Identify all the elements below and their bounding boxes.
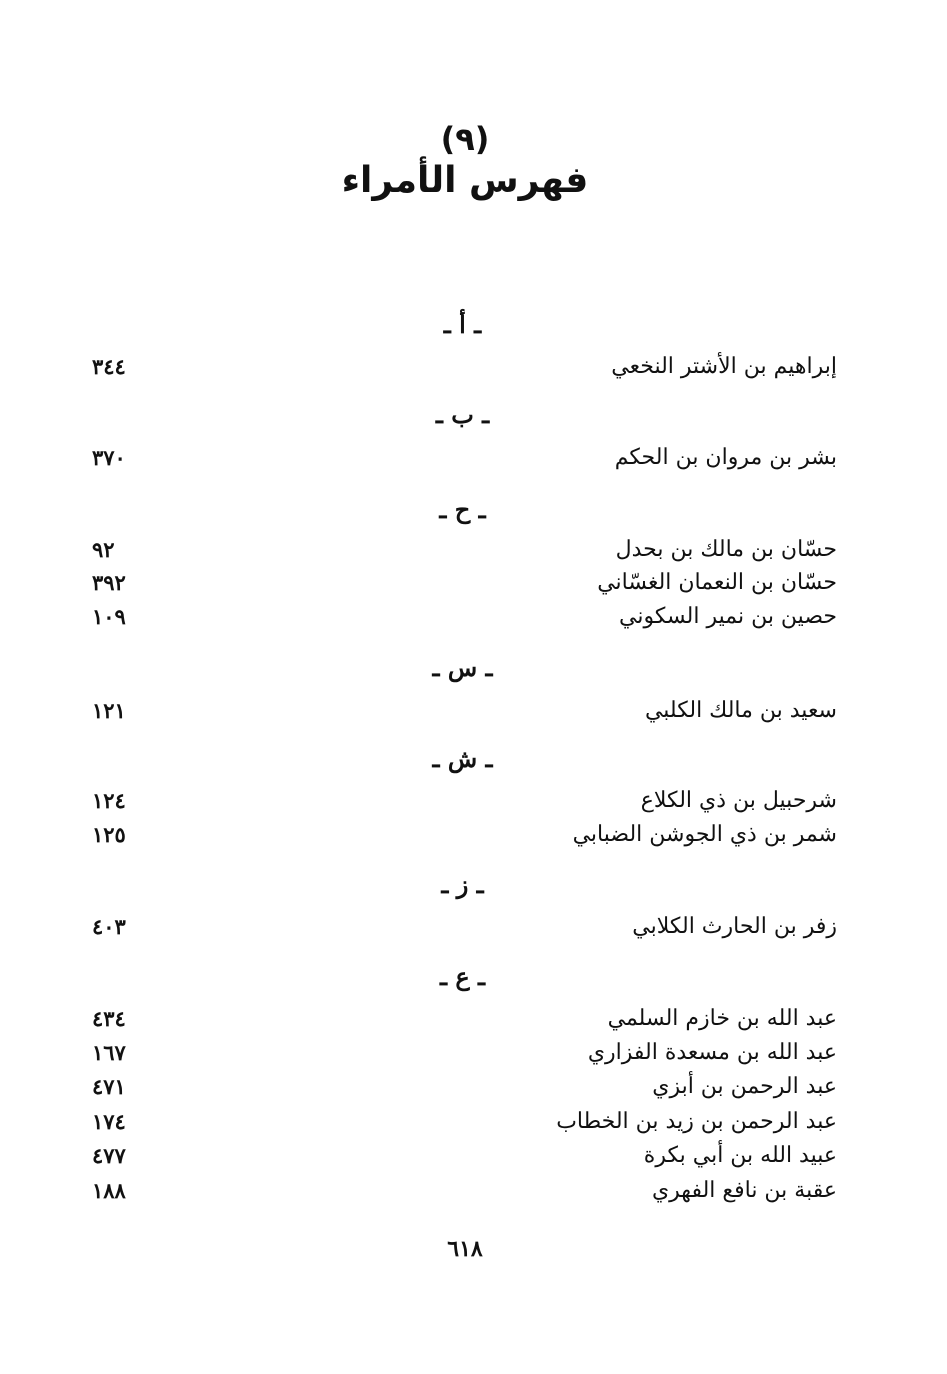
entry-name: سعيد بن مالك الكلبي (644, 698, 837, 723)
entry-name: حسّان بن النعمان الغسّاني (597, 570, 837, 595)
page-number: ٦١٨ (447, 1236, 483, 1262)
index-entry (0, 1139, 947, 1173)
entry-page: ٤٣٤ (92, 1006, 126, 1031)
entry-page: ٣٧٠ (92, 445, 126, 470)
index-entry (0, 1002, 947, 1036)
entry-name: عبد الله بن خازم السلمي (607, 1006, 837, 1031)
section-letter: ـ أ ـ (443, 310, 482, 339)
entry-name: شرحبيل بن ذي الكلاع (640, 788, 837, 813)
index-entry (0, 566, 947, 600)
entry-name: زفر بن الحارث الكلابي (632, 914, 837, 939)
entry-page: ٩٢ (92, 537, 115, 562)
entry-name: عبد الرحمن بن أبزي (652, 1074, 837, 1099)
entry-name: عبيد الله بن أبي بكرة (643, 1143, 837, 1168)
entry-name: عبد الرحمن بن زيد بن الخطاب (556, 1109, 837, 1134)
entry-page: ١٧٤ (92, 1109, 126, 1134)
entry-name: حسّان بن مالك بن بحدل (615, 537, 837, 562)
index-number: (٩) (440, 120, 490, 158)
entry-page: ١٦٧ (92, 1040, 126, 1065)
entry-name: بشر بن مروان بن الحكم (614, 445, 837, 470)
section-letter: ـ س ـ (432, 653, 493, 682)
section-letter: ـ ش ـ (432, 744, 493, 773)
index-entry (0, 1070, 947, 1104)
section-letter: ـ ز ـ (441, 870, 484, 899)
entry-name: عقبة بن نافع الفهري (651, 1178, 837, 1203)
index-entry (0, 1036, 947, 1070)
index-entry (0, 600, 947, 634)
entry-page: ٤٠٣ (92, 914, 126, 939)
entry-page: ١٢٤ (92, 788, 126, 813)
index-entry (0, 818, 947, 852)
entry-name: إبراهيم بن الأشتر النخعي (611, 354, 837, 379)
entry-page: ١٢١ (92, 698, 126, 723)
index-entry (0, 1174, 947, 1208)
section-letter: ـ ع ـ (439, 962, 486, 991)
entry-name: شمر بن ذي الجوشن الضبابي (572, 822, 837, 847)
entry-name: عبد الله بن مسعدة الفزاري (587, 1040, 837, 1065)
index-entry (0, 533, 947, 567)
index-entry (0, 350, 947, 384)
entry-page: ١٢٥ (92, 822, 126, 847)
section-letter: ـ ح ـ (439, 495, 486, 524)
index-entry (0, 1105, 947, 1139)
entry-page: ١٠٩ (92, 604, 126, 629)
index-entry (0, 784, 947, 818)
index-entry (0, 694, 947, 728)
entry-page: ١٨٨ (92, 1178, 126, 1203)
section-letter: ـ ب ـ (435, 400, 490, 429)
entry-page: ٤٧١ (92, 1074, 126, 1099)
entry-page: ٣٤٤ (92, 354, 126, 379)
index-entry (0, 441, 947, 475)
entry-name: حصين بن نمير السكوني (619, 604, 837, 629)
entry-page: ٣٩٢ (92, 570, 126, 595)
index-entry (0, 910, 947, 944)
page-title: فهرس الأمراء (341, 160, 589, 201)
entry-page: ٤٧٧ (92, 1143, 126, 1168)
